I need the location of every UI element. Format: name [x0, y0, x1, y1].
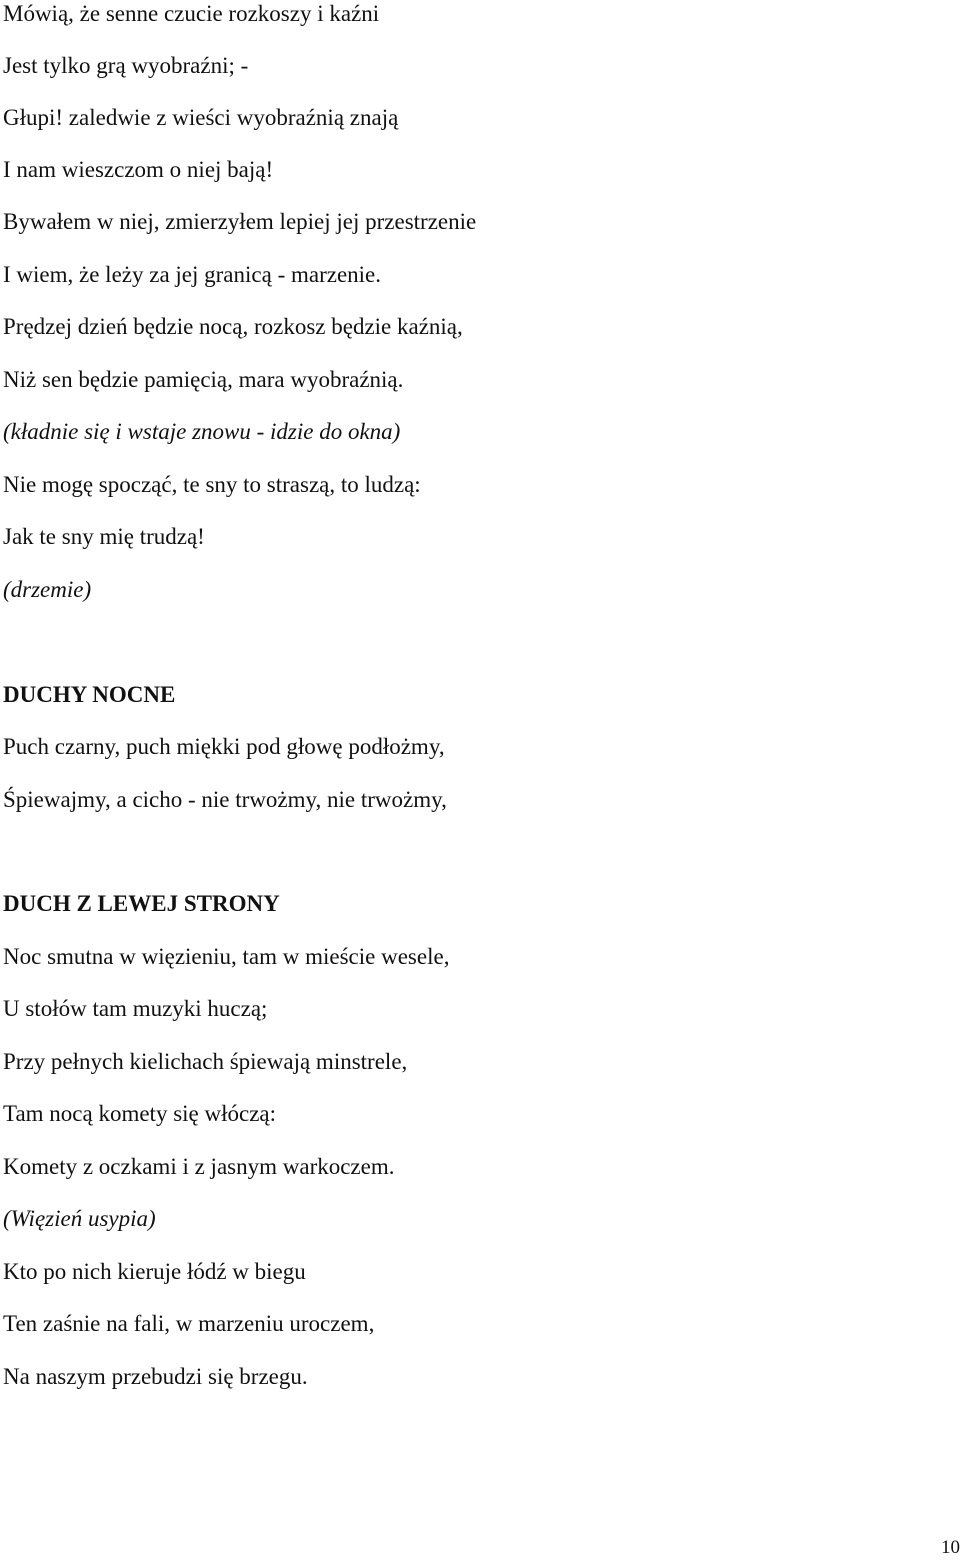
verse-line: Jak te sny mię trudzą!: [3, 524, 205, 549]
verse-line: Puch czarny, puch miękki pod głowę podłożmy,: [3, 734, 445, 759]
verse-line: Ten zaśnie na fali, w marzeniu uroczem,: [3, 1311, 375, 1336]
verse-line: Kto po nich kieruje łódź w biegu: [3, 1259, 306, 1284]
verse-line: Nie mogę spocząć, te sny to straszą, to ludzą:: [3, 472, 421, 497]
speaker-heading: DUCHY NOCNE: [3, 682, 176, 707]
verse-line: U stołów tam muzyki huczą;: [3, 996, 268, 1021]
verse-line: Tam nocą komety się włóczą:: [3, 1101, 277, 1126]
stage-direction: (Więzień usypia): [3, 1206, 156, 1231]
verse-line: Jest tylko grą wyobraźni; -: [3, 53, 249, 78]
verse-line: Na naszym przebudzi się brzegu.: [3, 1364, 308, 1389]
verse-line: Przy pełnych kielichach śpiewają minstrele,: [3, 1049, 408, 1074]
page-number: 10: [941, 1537, 960, 1558]
verse-line: Głupi! zaledwie z wieści wyobraźnią znają: [3, 105, 399, 130]
verse-line: Noc smutna w więzieniu, tam w mieście wesele,: [3, 944, 450, 969]
verse-line: I wiem, że leży za jej granicą - marzenie.: [3, 262, 381, 287]
stage-direction: (drzemie): [3, 577, 92, 602]
verse-line: Niż sen będzie pamięcią, mara wyobraźnią.: [3, 367, 404, 392]
verse-line: I nam wieszczom o niej bają!: [3, 157, 274, 182]
speaker-heading: DUCH Z LEWEJ STRONY: [3, 891, 280, 916]
verse-line: Prędzej dzień będzie nocą, rozkosz będzie kaźnią,: [3, 314, 463, 339]
verse-line: Bywałem w niej, zmierzyłem lepiej jej przestrzenie: [3, 209, 477, 234]
stage-direction: (kładnie się i wstaje znowu - idzie do okna): [3, 419, 401, 444]
verse-line: Mówią, że senne czucie rozkoszy i kaźni: [3, 1, 380, 26]
verse-line: Komety z oczkami i z jasnym warkoczem.: [3, 1154, 395, 1179]
verse-line: Śpiewajmy, a cicho - nie trwożmy, nie trwożmy,: [3, 787, 447, 812]
